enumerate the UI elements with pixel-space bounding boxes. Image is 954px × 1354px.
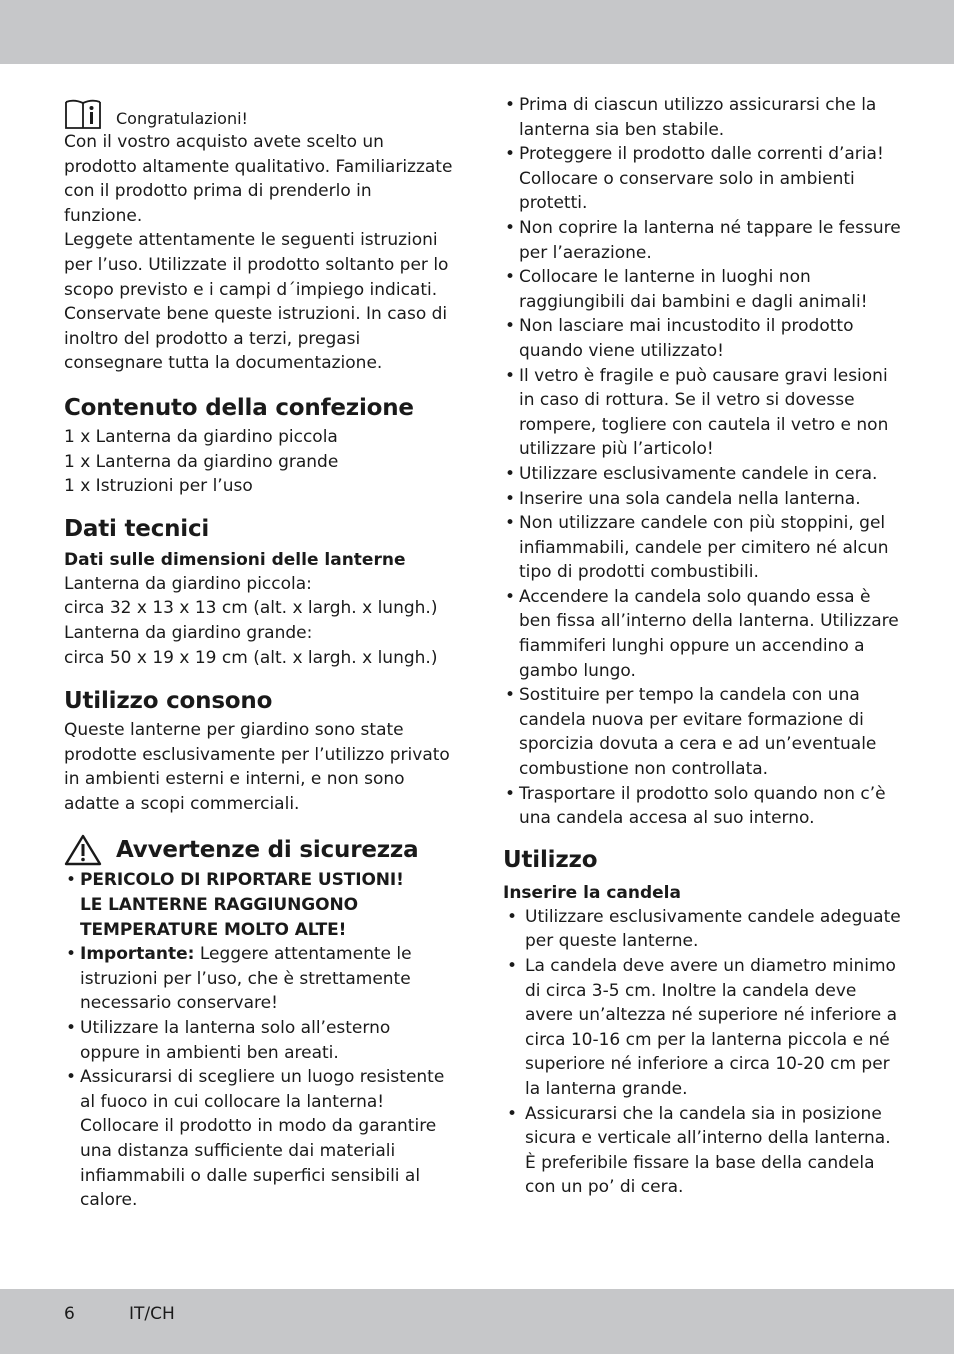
safety-item: • Utilizzare esclusivamente candele in cera. <box>503 462 903 487</box>
safety-heading <box>64 833 454 866</box>
usage-subheading: Inserire la candela <box>503 882 681 903</box>
contents-heading: Contenuto della confezione <box>64 394 414 421</box>
technical-line: Lanterna da giardino grande: <box>64 622 313 643</box>
greeting: Congratulazioni! <box>116 109 248 128</box>
safety-item: • Proteggere il prodotto dalle correnti d’aria! Collocare o conservare solo in ambienti protetti. <box>503 142 903 216</box>
usage-item: • Assicurarsi che la candela sia in posizione sicura e verticale all’interno della lanterna. È preferibile fissare la base della candela con un po’ di cera. <box>503 1102 903 1200</box>
intended-use-text: Queste lanterne per giardino sono state prodotte esclusivamente per l’utilizzo privato in ambienti esterni e interni, e non sono adatte a scopi commerciali. <box>64 720 450 814</box>
danger-item <box>64 868 454 942</box>
usage-item: • Utilizzare esclusivamente candele adeguate per queste lanterne. <box>503 905 903 954</box>
danger-line: • PERICOLO DI RIPORTARE USTIONI! <box>80 870 404 891</box>
usage-heading: Utilizzo <box>503 846 598 873</box>
page-number: 6 <box>64 1304 75 1324</box>
safety-item: • Non coprire la lanterna né tappare le fessure per l’aerazione. <box>503 216 903 265</box>
warning-triangle-icon <box>64 833 102 866</box>
safety-title: Avvertenze di sicurezza <box>116 836 419 863</box>
safety-item: • Prima di ciascun utilizzo assicurarsi che la lanterna sia ben stabile. <box>503 93 903 142</box>
safety-item: • Sostituire per tempo la candela con una candela nuova per evitare formazione di sporcizia dovuta a cera e ad un’eventuale combustione non controllata. <box>503 683 903 781</box>
important-label: Importante: <box>80 944 195 965</box>
contents-item: 1 x Istruzioni per l’uso <box>64 476 253 497</box>
intro-paragraph: Conservate bene queste istruzioni. In caso di inoltro del prodotto a terzi, pregasi consegnare tutta la documentazione. <box>64 304 448 374</box>
right-column <box>503 93 903 1200</box>
contents-list <box>64 425 454 499</box>
manual-info-icon <box>64 98 102 130</box>
danger-line: TEMPERATURE MOLTO ALTE! <box>80 919 347 940</box>
language-code: IT/CH <box>129 1304 175 1324</box>
safety-item: • Accendere la candela solo quando essa è ben fissa all’interno della lanterna. Utilizzare fiammiferi lunghi oppure un accendino a gambo lungo. <box>503 585 903 683</box>
technical-line: circa 50 x 19 x 19 cm (alt. x largh. x lungh.) <box>64 647 438 668</box>
safety-list-right <box>503 93 903 831</box>
contents-item: 1 x Lanterna da giardino grande <box>64 451 339 472</box>
intro-paragraph: Con il vostro acquisto avete scelto un prodotto altamente qualitativo. Familiarizzate con il prodotto prima di prenderlo in funzione. <box>64 132 453 226</box>
safety-item: • Trasportare il prodotto solo quando non c’è una candela accesa al suo interno. <box>503 782 903 831</box>
safety-item: • Assicurarsi di scegliere un luogo resistente al fuoco in cui collocare la lanterna! Collocare il prodotto in modo da garantire una distanza sufficiente dai materiali infiammabili o dalle superfici sensibili al calore. <box>64 1065 454 1213</box>
safety-item: • Utilizzare la lanterna solo all’esterno oppure in ambienti ben areati. <box>64 1016 454 1065</box>
safety-item: • Non lasciare mai incustodito il prodotto quando viene utilizzato! <box>503 314 903 363</box>
technical-line: circa 32 x 13 x 13 cm (alt. x largh. x lungh.) <box>64 598 438 619</box>
technical-line: Lanterna da giardino piccola: <box>64 573 312 594</box>
usage-item: • La candela deve avere un diametro minimo di circa 3-5 cm. Inoltre la candela deve avere un’altezza né superiore né inferiore a circa 10-16 cm per la lanterna piccola e né superiore né inferiore a circa 10-20 cm per la lanterna grande. <box>503 954 903 1102</box>
technical-subheading: Dati sulle dimensioni delle lanterne <box>64 549 406 570</box>
important-text: Leggere attentamente le istruzioni per l’uso, che è strettamente necessario conservare! <box>80 944 412 1014</box>
usage-list <box>503 905 903 1200</box>
header-band <box>0 0 954 64</box>
safety-item: • Collocare le lanterne in luoghi non raggiungibili dai bambini e dagli animali! <box>503 265 903 314</box>
safety-item: • Non utilizzare candele con più stoppini, gel infiammabili, candele per cimitero né alcun tipo di prodotti combustibili. <box>503 511 903 585</box>
intended-use-heading: Utilizzo consono <box>64 688 273 715</box>
danger-line: LE LANTERNE RAGGIUNGONO <box>80 895 358 916</box>
intro-heading <box>64 96 454 130</box>
safety-item: • Il vetro è fragile e può causare gravi lesioni in caso di rottura. Se il vetro si dovesse rompere, togliere con cautela il vetro e non utilizzare più l’articolo! <box>503 364 903 462</box>
contents-item: 1 x Lanterna da giardino piccola <box>64 426 338 447</box>
technical-heading: Dati tecnici <box>64 515 210 542</box>
important-item <box>64 942 454 1016</box>
left-column <box>64 96 454 1213</box>
safety-list-left <box>64 868 454 1212</box>
safety-item: • Inserire una sola candela nella lanterna. <box>503 487 903 512</box>
intro-paragraph: Leggete attentamente le seguenti istruzioni per l’uso. Utilizzate il prodotto soltanto per lo scopo previsto e i campi d´impiego indicati. <box>64 230 449 300</box>
